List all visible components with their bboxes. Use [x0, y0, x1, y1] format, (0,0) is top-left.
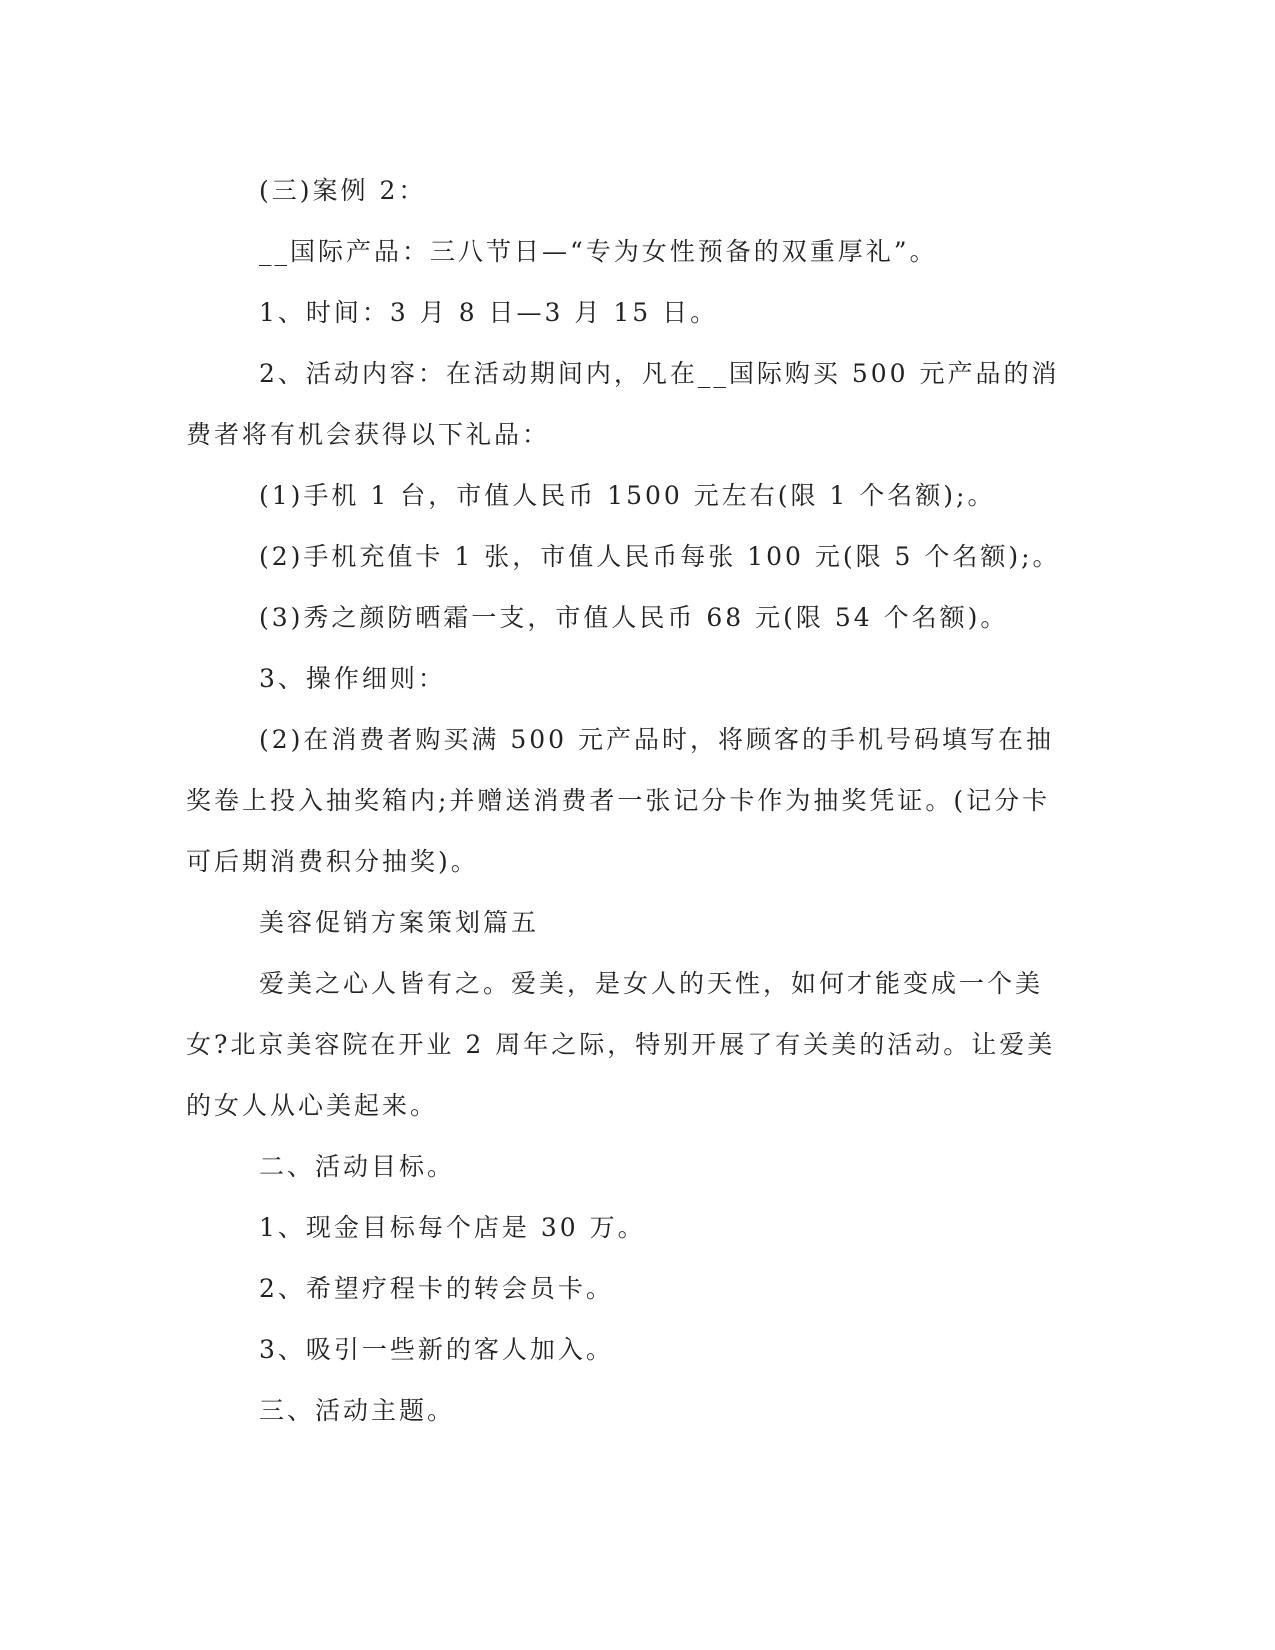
section-heading-part-5: 美容促销方案策划篇五 [259, 908, 540, 937]
goal-item-3: 3、吸引一些新的客人加入。 [259, 1335, 614, 1364]
list-item-activity-content: 2、活动内容：在活动期间内，凡在__国际购买 500 元产品的消费者将有机会获得以下礼品： [186, 359, 1060, 449]
list-item-time: 1、时间：3 月 8 日—3 月 15 日。 [259, 298, 719, 327]
prize-item-1: (1)手机 1 台，市值人民币 1500 元左右(限 1 个名额);。 [259, 481, 996, 510]
section-heading-activity-goals: 二、活动目标。 [259, 1152, 456, 1181]
section-heading-activity-theme: 三、活动主题。 [259, 1396, 456, 1425]
operation-rule-2: (2)在消费者购买满 500 元产品时，将顾客的手机号码填写在抽奖卷上投入抽奖箱内;并赠送消费者一张记分卡作为抽奖凭证。(记分卡可后期消费积分抽奖)。 [186, 725, 1055, 876]
document-body [186, 160, 1066, 1441]
goal-item-2: 2、希望疗程卡的转会员卡。 [259, 1274, 614, 1303]
prize-item-3: (3)秀之颜防晒霜一支，市值人民币 68 元(限 54 个名额)。 [259, 603, 1009, 632]
case-title: __国际产品：三八节日—“专为女性预备的双重厚礼”。 [259, 237, 938, 266]
prize-item-2: (2)手机充值卡 1 张，市值人民币每张 100 元(限 5 个名额);。 [259, 542, 1061, 571]
list-item-operation-rules: 3、操作细则： [259, 664, 446, 693]
goal-item-1: 1、现金目标每个店是 30 万。 [259, 1213, 646, 1242]
intro-paragraph: 爱美之心人皆有之。爱美，是女人的天性，如何才能变成一个美女?北京美容院在开业 2 周年之际，特别开展了有关美的活动。让爱美的女人从心美起来。 [186, 969, 1056, 1120]
section-heading-case-2: (三)案例 2： [259, 176, 427, 205]
